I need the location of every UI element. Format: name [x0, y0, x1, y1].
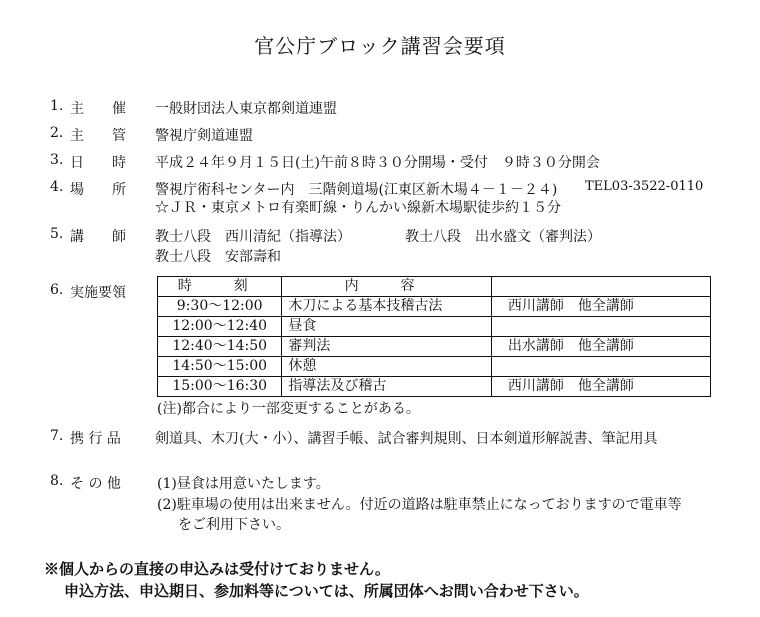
item-number-2: 2. [50, 125, 64, 141]
schedule-time: 12:00～12:40 [158, 317, 282, 337]
venue-value: 警視庁術科センター内 三階剣道場(江東区新木場４－１－２４) [155, 182, 558, 198]
venue-label: 場 所 [70, 182, 126, 198]
table-row [158, 297, 711, 317]
item-number-6: 6. [50, 282, 64, 298]
schedule-time: 15:00～16:30 [158, 377, 282, 397]
table-row [158, 377, 711, 397]
item-number-5: 5. [50, 226, 64, 242]
footer-application: 申込方法、申込期日、参加料等については、所属団体へお問い合わせ下さい。 [64, 582, 589, 600]
schedule-header-blank [491, 277, 710, 297]
supervisor-label: 主 管 [70, 128, 126, 144]
venue-access: ☆ＪＲ・東京メトロ有楽町線・りんかい線新木場駅徒歩約１５分 [155, 200, 561, 216]
page-title: 官公庁ブロック講習会要項 [254, 34, 506, 58]
items-to-bring-label: 携 行 品 [70, 431, 121, 447]
venue-tel: TEL03-3522-0110 [585, 179, 704, 194]
other-lunch: (1)昼食は用意いたします。 [157, 476, 330, 492]
schedule-header-time: 時 刻 [158, 277, 282, 297]
schedule-content: 指導法及び稽古 [282, 377, 491, 397]
instructor-nishikawa: 教士八段 西川清紀（指導法） [155, 229, 351, 245]
schedule-time: 9:30～12:00 [158, 297, 282, 317]
schedule-content: 昼食 [282, 317, 491, 337]
item-number-1: 1. [50, 98, 64, 114]
item-number-8: 8. [50, 473, 64, 489]
item-number-4: 4. [50, 179, 64, 195]
date-value: 平成２４年９月１５日(土)午前８時３０分開場・受付 ９時３０分開会 [155, 155, 600, 171]
table-row [158, 357, 711, 377]
schedule-content: 木刀による基本技稽古法 [282, 297, 491, 317]
schedule-time: 12:40～14:50 [158, 337, 282, 357]
footer-notice: ※個人からの直接の申込みは受付けておりません。 [44, 560, 390, 578]
schedule-teacher [491, 357, 710, 377]
item-number-7: 7. [50, 428, 64, 444]
items-to-bring-value: 剣道具、木刀(大・小）、講習手帳、試合審判規則、日本剣道形解説書、筆記用具 [155, 431, 658, 447]
organizer-value: 一般財団法人東京都剣道連盟 [155, 101, 337, 117]
schedule-content: 審判法 [282, 337, 491, 357]
date-label: 日 時 [70, 155, 126, 171]
supervisor-value: 警視庁剣道連盟 [155, 128, 253, 144]
table-row [158, 317, 711, 337]
item-number-3: 3. [50, 152, 64, 168]
instructor-abe: 教士八段 安部壽和 [155, 249, 281, 265]
schedule-time: 14:50～15:00 [158, 357, 282, 377]
schedule-note: (注)都合により一部変更することがある。 [157, 401, 420, 417]
organizer-label: 主 催 [70, 101, 126, 117]
instructors-label: 講 師 [70, 229, 126, 245]
schedule-teacher: 西川講師 他全講師 [491, 297, 710, 317]
other-parking: (2)駐車場の使用は出来ません。付近の道路は駐車禁止になっておりますので電車等 [157, 497, 682, 513]
other-label: そ の 他 [70, 476, 121, 492]
schedule-table [157, 276, 711, 397]
schedule-content: 休憩 [282, 357, 491, 377]
schedule-teacher: 西川講師 他全講師 [491, 377, 710, 397]
table-row [158, 337, 711, 357]
other-parking-cont: をご利用下さい。 [178, 517, 290, 533]
instructor-izumi: 教士八段 出水盛文（審判法） [405, 229, 601, 245]
schedule-header-content: 内 容 [282, 277, 491, 297]
schedule-teacher [491, 317, 710, 337]
schedule-header-row [158, 277, 711, 297]
schedule-label: 実施要領 [70, 285, 126, 301]
schedule-teacher: 出水講師 他全講師 [491, 337, 710, 357]
